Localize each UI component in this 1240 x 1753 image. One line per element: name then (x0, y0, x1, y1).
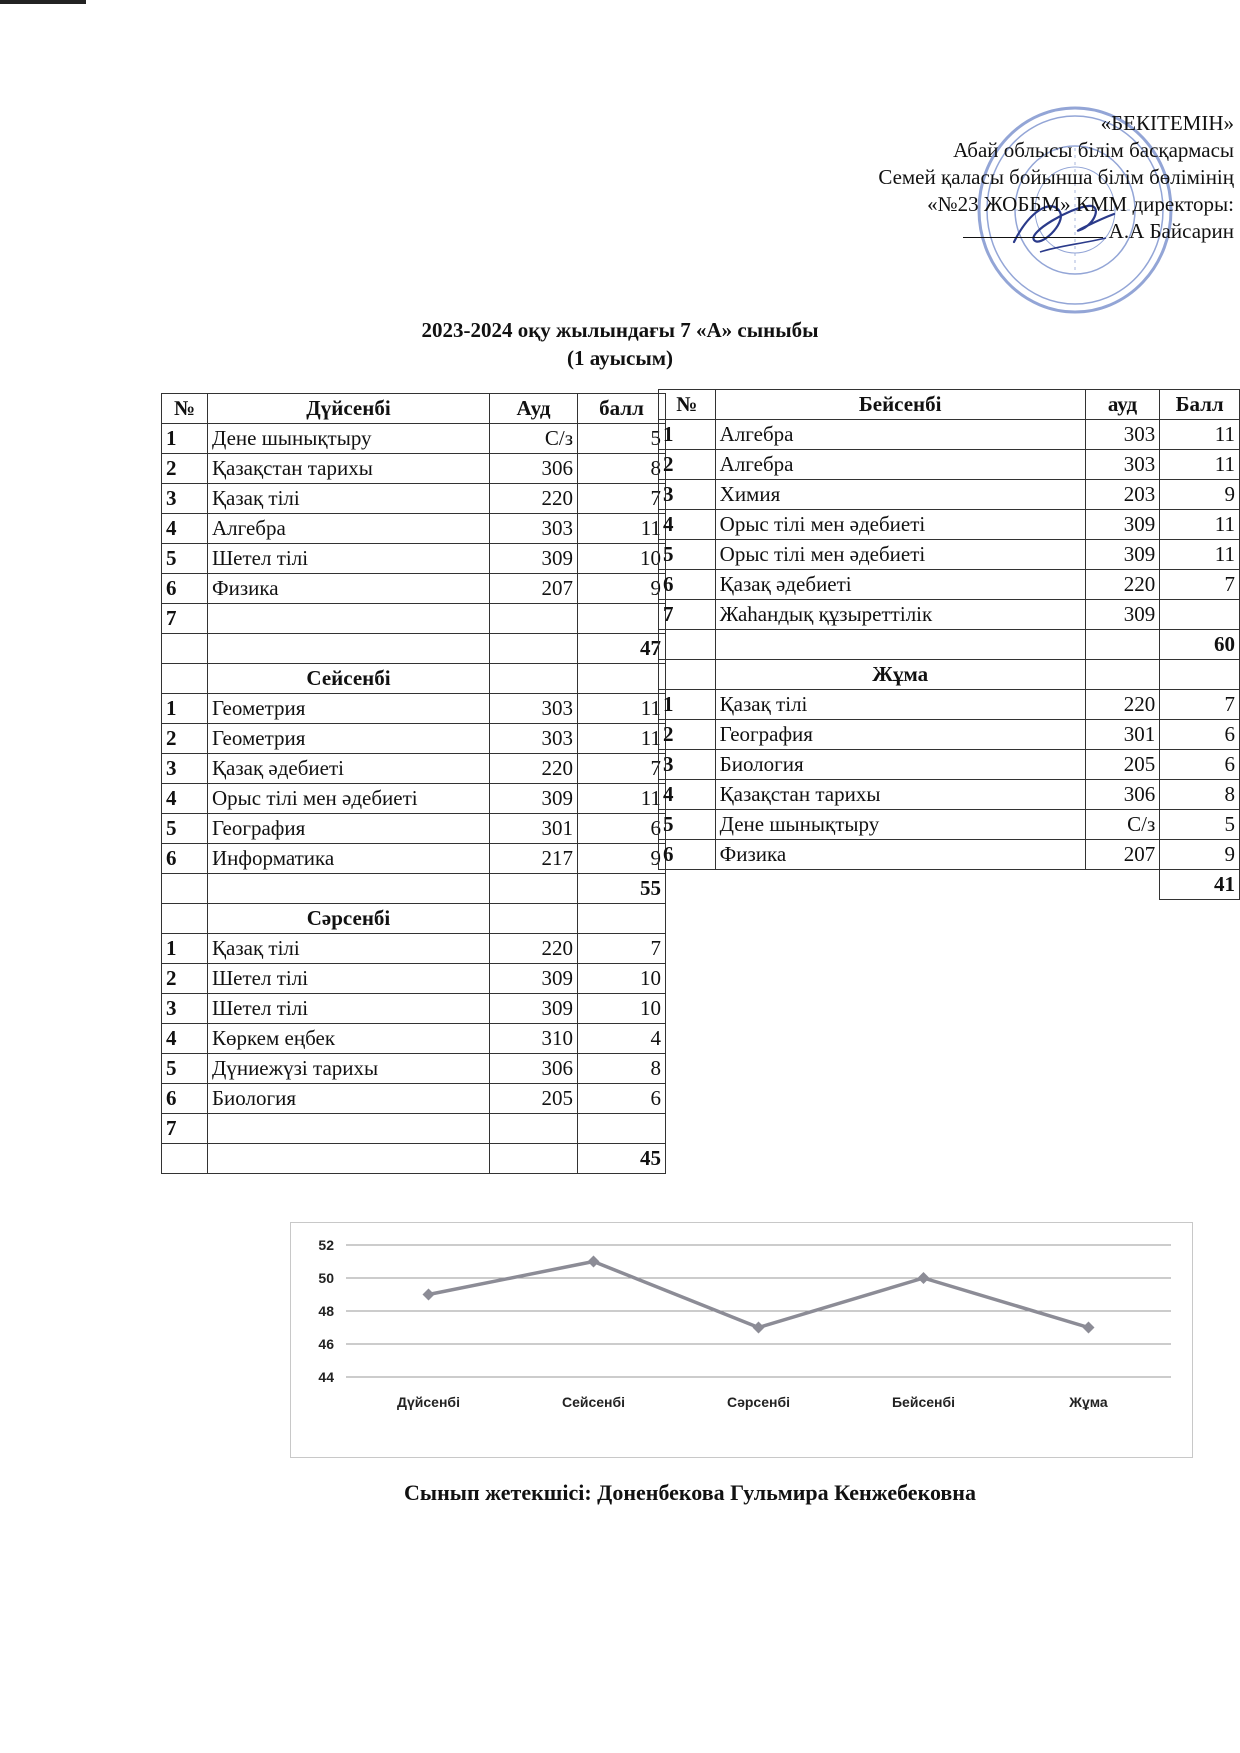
day-total-points: 47 (578, 634, 666, 664)
empty-cell (162, 1144, 208, 1174)
lesson-subject: Алгебра (715, 420, 1085, 450)
lesson-subject: Қазақ тілі (208, 934, 490, 964)
lesson-subject: Дене шынықтыру (208, 424, 490, 454)
lesson-subject: Алгебра (715, 450, 1085, 480)
lesson-room: 303 (490, 694, 578, 724)
lesson-subject: Дене шынықтыру (715, 810, 1085, 840)
lesson-number: 6 (659, 570, 716, 600)
lesson-subject: Орыс тілі мен әдебиеті (715, 510, 1085, 540)
lesson-room: 303 (1085, 450, 1160, 480)
day-total-points: 45 (578, 1144, 666, 1174)
lesson-subject: Қазақстан тарихы (208, 454, 490, 484)
lesson-row (162, 574, 666, 604)
column-number-header: № (659, 390, 716, 420)
lesson-row (659, 540, 1240, 570)
empty-cell (490, 634, 578, 664)
lesson-points: 11 (1160, 540, 1240, 570)
lesson-room: 309 (490, 994, 578, 1024)
lesson-number: 1 (162, 424, 208, 454)
lesson-number: 6 (659, 840, 716, 870)
lesson-points: 4 (578, 1024, 666, 1054)
lesson-number: 4 (162, 514, 208, 544)
lesson-room: 306 (490, 1054, 578, 1084)
day-name-tuesday: Сейсенбі (208, 664, 490, 694)
empty-cell (715, 870, 1085, 900)
lesson-points: 7 (578, 934, 666, 964)
lesson-row (162, 994, 666, 1024)
empty-cell (162, 634, 208, 664)
lesson-room: 220 (490, 754, 578, 784)
lesson-points: 9 (1160, 840, 1240, 870)
lesson-subject: Алгебра (208, 514, 490, 544)
lesson-points (578, 604, 666, 634)
day-header-row (162, 394, 666, 424)
lesson-row (659, 810, 1240, 840)
day-total-row (659, 870, 1240, 900)
x-tick-label: Бейсенбі (891, 1394, 956, 1410)
lesson-points: 5 (1160, 810, 1240, 840)
column-points-header (578, 664, 666, 694)
lesson-room: 217 (490, 844, 578, 874)
approval-department: Семей қаласы бойынша білім бөлімінің (878, 165, 1234, 189)
lesson-row (162, 1084, 666, 1114)
column-points-header (578, 904, 666, 934)
lesson-number: 4 (659, 510, 716, 540)
lesson-number: 3 (659, 750, 716, 780)
day-name-wednesday: Сәрсенбі (208, 904, 490, 934)
lesson-row (162, 1024, 666, 1054)
lesson-room: 301 (1085, 720, 1160, 750)
column-points-header (1160, 660, 1240, 690)
weekly-load-chart (290, 1222, 1193, 1458)
day-total-points: 60 (1160, 630, 1240, 660)
lesson-room: 220 (490, 484, 578, 514)
lesson-row (659, 510, 1240, 540)
lesson-number: 7 (162, 1114, 208, 1144)
empty-cell (490, 874, 578, 904)
lesson-subject: География (715, 720, 1085, 750)
lesson-points: 7 (578, 754, 666, 784)
lesson-points: 6 (1160, 720, 1240, 750)
lesson-subject: Биология (715, 750, 1085, 780)
empty-cell (208, 1144, 490, 1174)
lesson-points: 9 (578, 844, 666, 874)
lesson-room: 207 (490, 574, 578, 604)
data-point (588, 1256, 600, 1268)
lesson-row (659, 450, 1240, 480)
y-tick-label: 46 (318, 1336, 334, 1352)
column-points-header: Балл (1160, 390, 1240, 420)
lesson-number: 4 (162, 1024, 208, 1054)
lesson-number: 6 (162, 1084, 208, 1114)
day-total-row (162, 1144, 666, 1174)
lesson-row (162, 934, 666, 964)
x-tick-label: Жұма (1069, 1394, 1108, 1410)
schedule-title: 2023-2024 оқу жылындағы 7 «А» сыныбы (421, 318, 819, 342)
lesson-room: 203 (1085, 480, 1160, 510)
lesson-row (659, 780, 1240, 810)
lesson-room: С/з (490, 424, 578, 454)
lesson-points (578, 1114, 666, 1144)
day-total-row (162, 634, 666, 664)
data-point (1083, 1322, 1095, 1334)
lesson-subject (208, 604, 490, 634)
lesson-row (162, 814, 666, 844)
lesson-row (162, 1114, 666, 1144)
column-number-header (162, 904, 208, 934)
chart-svg (291, 1223, 1192, 1457)
lesson-number: 2 (659, 720, 716, 750)
lesson-number: 3 (162, 994, 208, 1024)
lesson-subject: Орыс тілі мен әдебиеті (715, 540, 1085, 570)
lesson-number: 1 (659, 690, 716, 720)
lesson-subject: Жаһандық құзыреттілік (715, 600, 1085, 630)
lesson-subject: Орыс тілі мен әдебиеті (208, 784, 490, 814)
lesson-room: 205 (490, 1084, 578, 1114)
lesson-room: 205 (1085, 750, 1160, 780)
series-line (429, 1262, 1089, 1328)
lesson-row (162, 754, 666, 784)
lesson-number: 7 (659, 600, 716, 630)
lesson-points: 10 (578, 544, 666, 574)
lesson-points: 11 (1160, 450, 1240, 480)
lesson-row (659, 750, 1240, 780)
lesson-row (659, 720, 1240, 750)
approval-signer-row (878, 218, 1234, 245)
day-total-row (659, 630, 1240, 660)
lesson-room: 309 (490, 964, 578, 994)
lesson-room: 220 (490, 934, 578, 964)
lesson-room: 310 (490, 1024, 578, 1054)
lesson-subject: Қазақ әдебиеті (715, 570, 1085, 600)
scan-corner-mark (0, 0, 86, 4)
column-room-header (490, 664, 578, 694)
lesson-points: 7 (1160, 690, 1240, 720)
empty-cell (1085, 870, 1160, 900)
lesson-room: 306 (1085, 780, 1160, 810)
lesson-row (659, 480, 1240, 510)
y-tick-label: 52 (318, 1237, 334, 1253)
lesson-room: 220 (1085, 690, 1160, 720)
lesson-row (162, 484, 666, 514)
lesson-points: 6 (578, 814, 666, 844)
approval-position: «№23 ЖОББМ» КММ директоры: (927, 192, 1234, 216)
lesson-points: 8 (578, 1054, 666, 1084)
lesson-number: 1 (659, 420, 716, 450)
y-tick-label: 44 (318, 1369, 334, 1385)
lesson-room: 303 (490, 514, 578, 544)
lesson-row (659, 570, 1240, 600)
lesson-number: 5 (162, 544, 208, 574)
approval-signer: А.А Байсарин (1108, 219, 1234, 243)
lesson-subject: Қазақ әдебиеті (208, 754, 490, 784)
x-tick-label: Дүйсенбі (397, 1394, 460, 1410)
lesson-number: 5 (659, 540, 716, 570)
lesson-row (659, 600, 1240, 630)
lesson-points (1160, 600, 1240, 630)
lesson-number: 5 (162, 1054, 208, 1084)
schedule-shift: (1 ауысым) (566, 346, 674, 370)
lesson-number: 7 (162, 604, 208, 634)
lesson-row (162, 724, 666, 754)
data-point (918, 1272, 930, 1284)
day-total-row (162, 874, 666, 904)
lesson-subject: Шетел тілі (208, 544, 490, 574)
lesson-subject (208, 1114, 490, 1144)
lesson-number: 2 (162, 454, 208, 484)
approval-authority: Абай облысы білім басқармасы (953, 138, 1234, 162)
lesson-number: 4 (659, 780, 716, 810)
schedule-table-left (161, 393, 666, 1174)
lesson-row (162, 604, 666, 634)
lesson-points: 11 (578, 694, 666, 724)
lesson-subject: Химия (715, 480, 1085, 510)
y-tick-label: 48 (318, 1303, 334, 1319)
day-header-row (162, 904, 666, 934)
schedule-table-right (658, 389, 1240, 900)
lesson-subject: Қазақстан тарихы (715, 780, 1085, 810)
schedule-table-left-body (162, 394, 666, 1174)
lesson-row (162, 1054, 666, 1084)
lesson-number: 2 (162, 964, 208, 994)
lesson-room (490, 1114, 578, 1144)
lesson-points: 7 (1160, 570, 1240, 600)
lesson-room: 303 (1085, 420, 1160, 450)
empty-cell (1085, 630, 1160, 660)
lesson-room: 306 (490, 454, 578, 484)
approval-block (878, 110, 1234, 245)
lesson-subject: Геометрия (208, 724, 490, 754)
lesson-points: 8 (1160, 780, 1240, 810)
column-number-header: № (162, 394, 208, 424)
data-point (423, 1289, 435, 1301)
lesson-room: 309 (1085, 510, 1160, 540)
lesson-number: 4 (162, 784, 208, 814)
column-number-header (659, 660, 716, 690)
lesson-row (659, 690, 1240, 720)
lesson-room: 309 (490, 544, 578, 574)
lesson-subject: Физика (208, 574, 490, 604)
lesson-row (162, 544, 666, 574)
lesson-room: 207 (1085, 840, 1160, 870)
lesson-room: 301 (490, 814, 578, 844)
column-points-header: балл (578, 394, 666, 424)
lesson-number: 3 (659, 480, 716, 510)
lesson-points: 9 (578, 574, 666, 604)
column-room-header: Ауд (490, 394, 578, 424)
day-name-thursday: Бейсенбі (715, 390, 1085, 420)
empty-cell (659, 630, 716, 660)
day-total-points: 55 (578, 874, 666, 904)
lesson-points: 10 (578, 964, 666, 994)
empty-cell (715, 630, 1085, 660)
lesson-number: 2 (659, 450, 716, 480)
lesson-number: 6 (162, 574, 208, 604)
column-room-header (1085, 660, 1160, 690)
lesson-number: 6 (162, 844, 208, 874)
lesson-subject: Шетел тілі (208, 964, 490, 994)
day-header-row (659, 390, 1240, 420)
lesson-subject: Физика (715, 840, 1085, 870)
lesson-points: 11 (1160, 420, 1240, 450)
empty-cell (659, 870, 716, 900)
lesson-subject: Шетел тілі (208, 994, 490, 1024)
lesson-points: 6 (1160, 750, 1240, 780)
lesson-subject: Биология (208, 1084, 490, 1114)
lesson-points: 11 (578, 724, 666, 754)
lesson-points: 9 (1160, 480, 1240, 510)
lesson-points: 11 (1160, 510, 1240, 540)
lesson-room: 303 (490, 724, 578, 754)
lesson-room: 309 (1085, 540, 1160, 570)
lesson-row (162, 424, 666, 454)
day-header-row (659, 660, 1240, 690)
day-total-points: 41 (1160, 870, 1240, 900)
lesson-row (162, 784, 666, 814)
lesson-points: 5 (578, 424, 666, 454)
lesson-subject: Информатика (208, 844, 490, 874)
lesson-points: 11 (578, 514, 666, 544)
lesson-row (162, 844, 666, 874)
lesson-points: 6 (578, 1084, 666, 1114)
x-tick-label: Сейсенбі (561, 1394, 626, 1410)
approval-heading: «БЕКІТЕМІН» (1100, 111, 1234, 135)
lesson-room (490, 604, 578, 634)
column-room-header: ауд (1085, 390, 1160, 420)
lesson-number: 1 (162, 694, 208, 724)
lesson-subject: Көркем еңбек (208, 1024, 490, 1054)
lesson-number: 3 (162, 754, 208, 784)
lesson-points: 8 (578, 454, 666, 484)
lesson-row (162, 694, 666, 724)
lesson-row (659, 840, 1240, 870)
signature-line (963, 219, 1103, 238)
empty-cell (490, 1144, 578, 1174)
lesson-subject: Дүниежүзі тарихы (208, 1054, 490, 1084)
x-tick-label: Сәрсенбі (726, 1394, 791, 1410)
lesson-points: 11 (578, 784, 666, 814)
day-name-friday: Жұма (715, 660, 1085, 690)
lesson-row (162, 454, 666, 484)
class-teacher: Сынып жетекшісі: Доненбекова Гульмира Кенжебековна (404, 1480, 976, 1505)
column-number-header (162, 664, 208, 694)
lesson-number: 5 (659, 810, 716, 840)
lesson-points: 10 (578, 994, 666, 1024)
lesson-number: 2 (162, 724, 208, 754)
lesson-room: 220 (1085, 570, 1160, 600)
column-room-header (490, 904, 578, 934)
lesson-room: С/з (1085, 810, 1160, 840)
empty-cell (208, 874, 490, 904)
lesson-row (659, 420, 1240, 450)
lesson-number: 5 (162, 814, 208, 844)
data-point (753, 1322, 765, 1334)
schedule-table-right-body (659, 390, 1240, 900)
y-tick-label: 50 (318, 1270, 334, 1286)
day-header-row (162, 664, 666, 694)
lesson-points: 7 (578, 484, 666, 514)
lesson-row (162, 514, 666, 544)
lesson-number: 3 (162, 484, 208, 514)
lesson-subject: География (208, 814, 490, 844)
lesson-room: 309 (1085, 600, 1160, 630)
empty-cell (162, 874, 208, 904)
empty-cell (208, 634, 490, 664)
lesson-subject: Геометрия (208, 694, 490, 724)
lesson-subject: Қазақ тілі (208, 484, 490, 514)
lesson-number: 1 (162, 934, 208, 964)
lesson-subject: Қазақ тілі (715, 690, 1085, 720)
day-name-monday: Дүйсенбі (208, 394, 490, 424)
lesson-room: 309 (490, 784, 578, 814)
lesson-row (162, 964, 666, 994)
